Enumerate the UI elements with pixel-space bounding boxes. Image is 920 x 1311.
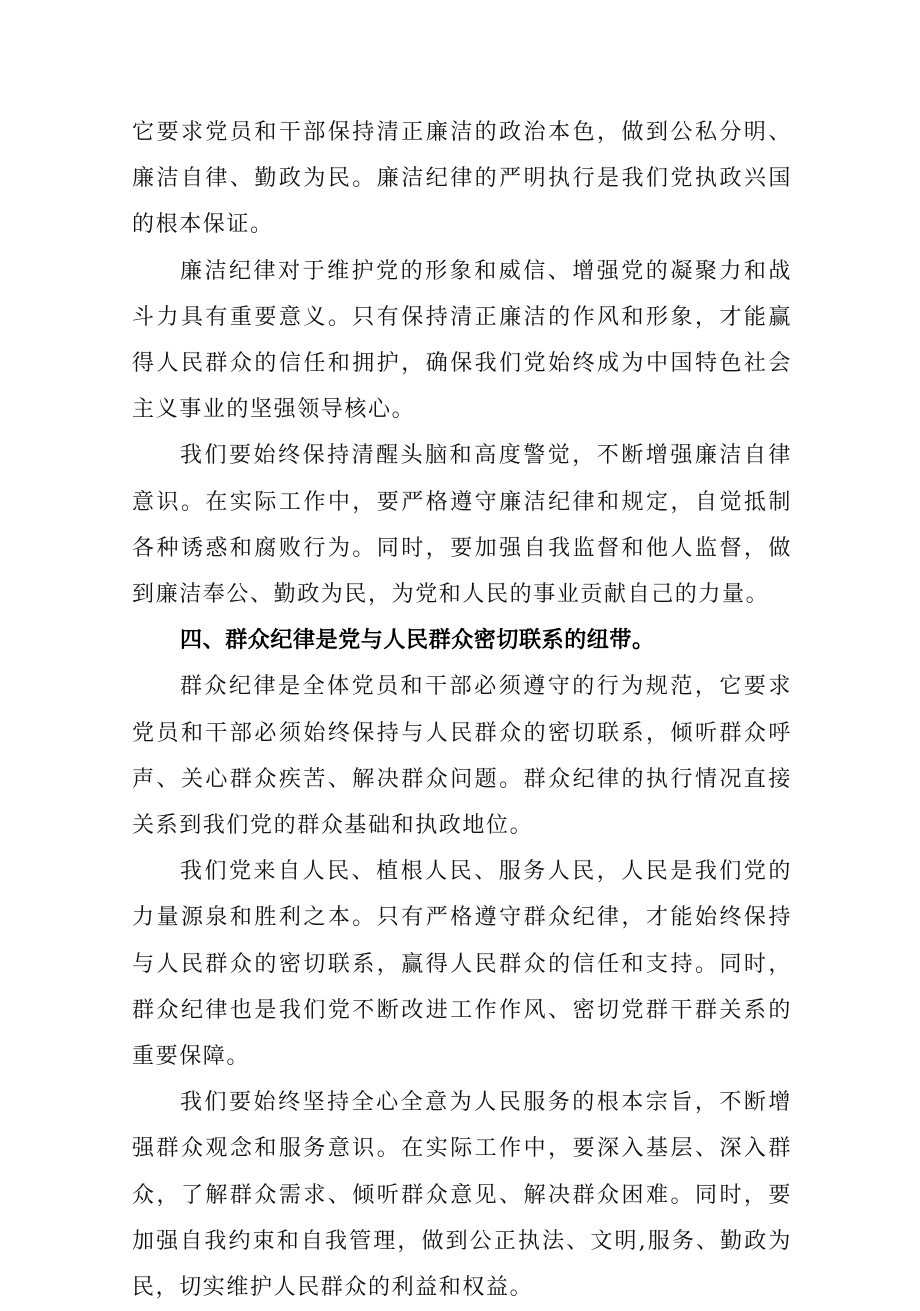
- paragraph: 我们党来自人民、植根人民、服务人民，人民是我们党的力量源泉和胜利之本。只有严格遵守群众纪律，才能始终保持与人民群众的密切联系，赢得人民群众的信任和支持。同时，群众纪律也是我们党不断改进工作作风、密切党群干群关系的重要保障。: [132, 859, 792, 1070]
- section-heading: 四、群众纪律是党与人民群众密切联系的纽带。: [180, 628, 655, 654]
- paragraph: 廉洁纪律对于维护党的形象和威信、增强党的凝聚力和战斗力具有重要意义。只有保持清正廉洁的作风和形象，才能赢得人民群众的信任和拥护，确保我们党始终成为中国特色社会主义事业的坚强领导核心。: [132, 258, 792, 423]
- document-body: [132, 110, 792, 1311]
- paragraph-continued: 它要求党员和干部保持清正廉洁的政治本色，做到公私分明、廉洁自律、勤政为民。廉洁纪律的严明执行是我们党执政兴国的根本保证。: [132, 120, 792, 238]
- paragraph: 我们要始终保持清醒头脑和高度警觉，不断增强廉洁自律意识。在实际工作中，要严格遵守廉洁纪律和规定，自觉抵制各种诱惑和腐败行为。同时，要加强自我监督和他人监督，做到廉洁奉公、勤政为民，为党和人民的事业贡献自己的力量。: [132, 443, 792, 608]
- paragraph: 群众纪律是全体党员和干部必须遵守的行为规范，它要求党员和干部必须始终保持与人民群众的密切联系，倾听群众呼声、关心群众疾苦、解决群众问题。群众纪律的执行情况直接关系到我们党的群众基础和执政地位。: [132, 674, 792, 839]
- paragraph: 我们要始终坚持全心全意为人民服务的根本宗旨，不断增强群众观念和服务意识。在实际工作中，要深入基层、深入群众，了解群众需求、倾听群众意见、解决群众困难。同时，要加强自我约束和自我管理，做到公正执法、文明,服务、勤政为民，切实维护人民群众的利益和权益。: [132, 1090, 792, 1301]
